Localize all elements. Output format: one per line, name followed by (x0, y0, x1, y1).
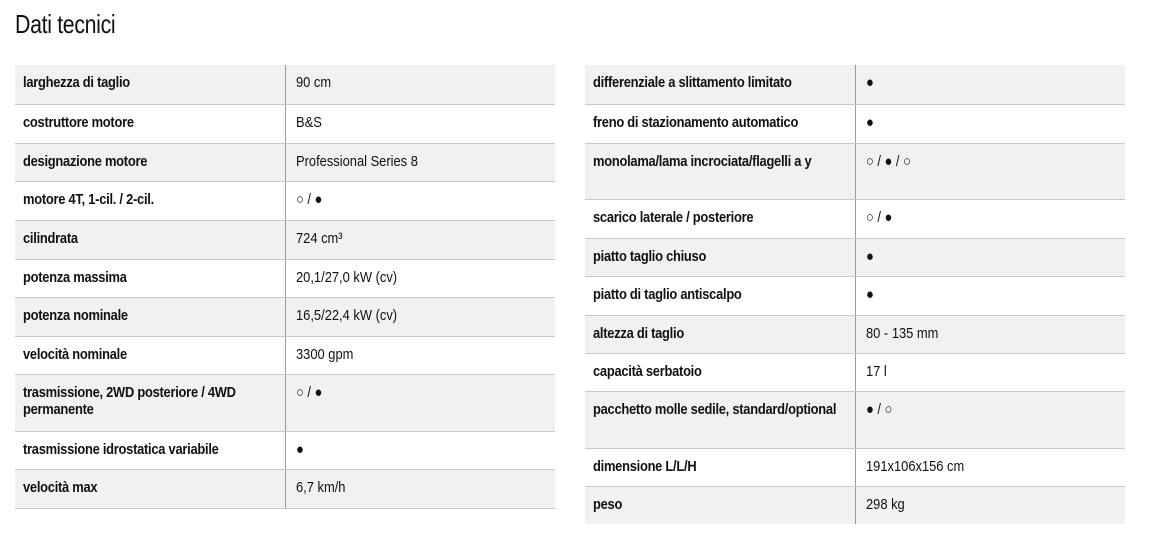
spec-label: motore 4T, 1-cil. / 2-cil. (23, 190, 154, 208)
spec-label: trasmissione idrostatica variabile (23, 440, 219, 458)
spec-value: 724 cm³ (295, 229, 343, 247)
spec-label: piatto taglio chiuso (593, 247, 707, 265)
table-row (15, 143, 555, 181)
spec-value: 3300 gpm (295, 345, 353, 363)
spec-value: Professional Series 8 (295, 152, 418, 170)
spec-label: capacità serbatoio (593, 362, 702, 380)
table-row (585, 238, 1125, 276)
spec-label: trasmissione, 2WD posteriore / 4WD permanente (23, 383, 236, 418)
spec-label: differenziale a slittamento limitato (593, 74, 792, 91)
spec-value: ○ / ● (295, 190, 322, 208)
spec-label: cilindrata (23, 229, 78, 247)
table-row (15, 220, 555, 259)
table-row (585, 315, 1125, 353)
spec-label: designazione motore (23, 152, 148, 170)
spec-value: ● (865, 74, 874, 91)
table-row (15, 297, 555, 336)
spec-value: 17 l (865, 362, 887, 380)
table-row (585, 199, 1125, 238)
spec-label: velocità max (23, 478, 98, 496)
spec-label: pacchetto molle sedile, standard/optional (593, 400, 837, 418)
table-row (15, 181, 555, 220)
spec-value: ● (865, 247, 874, 265)
table-row (15, 259, 555, 297)
spec-label: peso (593, 495, 623, 513)
spec-label: altezza di taglio (593, 324, 684, 342)
spec-value: 80 - 135 mm (865, 324, 938, 342)
table-row (15, 336, 555, 374)
spec-label: dimensione L/L/H (593, 457, 697, 475)
table-row (15, 374, 555, 431)
table-row (15, 65, 555, 104)
spec-label: potenza massima (23, 268, 127, 286)
spec-label: larghezza di taglio (23, 74, 130, 91)
spec-value: ● (865, 113, 874, 131)
spec-value: ○ / ● / ○ (865, 152, 911, 170)
spec-value: ○ / ● (865, 208, 892, 226)
table-row (585, 353, 1125, 391)
spec-table-right (585, 65, 1125, 524)
spec-value: ● (865, 285, 874, 303)
spec-value: 298 kg (865, 495, 905, 513)
spec-label: freno di stazionamento automatico (593, 113, 799, 131)
table-row (585, 104, 1125, 143)
spec-table-left (15, 65, 555, 509)
table-row (15, 431, 555, 469)
spec-label: potenza nominale (23, 306, 128, 324)
spec-label: costruttore motore (23, 113, 134, 131)
spec-label: piatto di taglio antiscalpo (593, 285, 742, 303)
spec-value: ○ / ● (295, 383, 322, 401)
spec-value: 16,5/22,4 kW (cv) (295, 306, 397, 324)
table-row (585, 391, 1125, 448)
table-row (15, 469, 555, 508)
spec-value: ● / ○ (865, 400, 892, 418)
table-row (585, 65, 1125, 104)
spec-value: 191x106x156 cm (865, 457, 964, 475)
table-row (585, 143, 1125, 199)
table-row (585, 486, 1125, 524)
table-row (585, 276, 1125, 315)
spec-label: scarico laterale / posteriore (593, 208, 754, 226)
spec-value: 20,1/27,0 kW (cv) (295, 268, 397, 286)
spec-value: ● (295, 440, 304, 458)
page-title: Dati tecnici (15, 9, 116, 39)
table-row (585, 448, 1125, 486)
table-row (15, 104, 555, 143)
spec-value: 6,7 km/h (295, 478, 345, 496)
spec-value: 90 cm (295, 74, 331, 91)
spec-label: monolama/lama incrociata/flagelli a y (593, 152, 812, 170)
spec-value: B&S (295, 113, 322, 131)
spec-label: velocità nominale (23, 345, 127, 363)
